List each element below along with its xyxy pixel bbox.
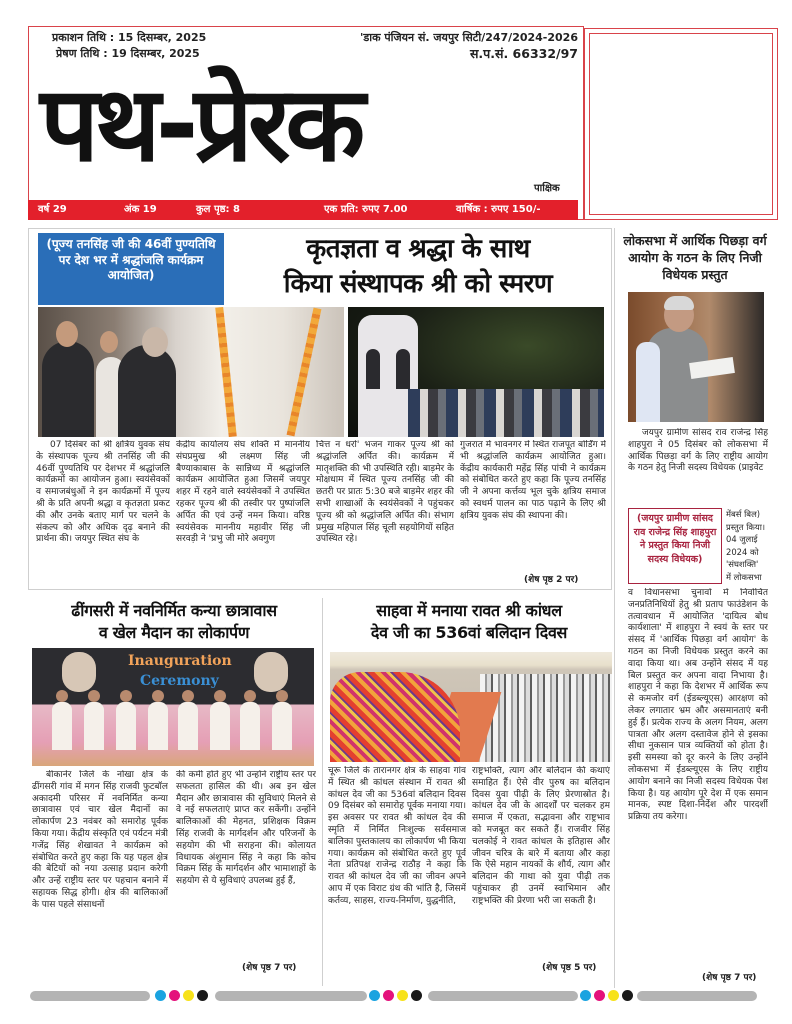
issue-info-strip bbox=[28, 200, 578, 220]
registration-info bbox=[360, 30, 578, 62]
photo-guest bbox=[210, 702, 230, 750]
cyan-dot bbox=[580, 990, 591, 1001]
lead-story-column-2 bbox=[176, 440, 310, 586]
photo-portrait bbox=[62, 652, 96, 692]
address-label-inner-border bbox=[589, 33, 773, 215]
sahwa-story-headline bbox=[326, 600, 612, 644]
magenta-dot bbox=[383, 990, 394, 1001]
photo-mp-hair bbox=[664, 296, 694, 310]
photo-guest bbox=[116, 702, 136, 750]
registration-bar bbox=[428, 991, 578, 1001]
sahwa-story-column-1 bbox=[328, 766, 466, 972]
magenta-dot bbox=[594, 990, 605, 1001]
lead-headline-line-2: किया संस्थापक श्री को स्मरण bbox=[283, 269, 553, 299]
lead-story-column-3 bbox=[316, 440, 454, 586]
cyan-dot bbox=[155, 990, 166, 1001]
pages-label: कुल पृष्ठ: 8 bbox=[196, 204, 240, 215]
registration-bar bbox=[30, 991, 150, 1001]
photo-figure bbox=[118, 345, 176, 437]
wrap-line: 04 जुलाई bbox=[726, 534, 758, 545]
hostel-story-headline bbox=[28, 600, 320, 644]
bottom-column-divider bbox=[322, 598, 323, 986]
dispatch-date: प्रेषण तिथि : 19 दिसम्बर, 2025 bbox=[56, 47, 200, 60]
wrap-line: प्रस्तुत किया। bbox=[726, 521, 766, 532]
sahwa-column-2-text: राष्ट्रभक्ति, त्याग और बलिदान की कथाएं समाहित हैं। ऐसे वीर पुरुष का बलिदान दिवस युवा पीढ़ी के लिए प्रेरणास्रोत है। कांधल देव जी के आदर्शों पर चलकर हम समाज में एकता, सद्भावना और राष्ट्रभाव को मजबूत कर सकते हैं। राजवीर सिंह चलकोई ने रावत कांधल के इतिहास और जीवन चरित्र के बारे में बताया और कहा कि ऐसे महान नायकों के शौर्य, त्याग और बलिदान की गाथा को युवा पीढ़ी तक पहुंचाकर ही उनमें स्वाभिमान और राष्ट्रभक्ति की प्रेरणा भरी जा सकती है। bbox=[472, 766, 610, 906]
rni-number: स.प.सं. 66332/97 bbox=[469, 46, 578, 61]
yellow-dot bbox=[397, 990, 408, 1001]
wrap-line: 2024 को bbox=[726, 546, 759, 557]
print-registration-marks bbox=[0, 990, 792, 1004]
photo-banner-inauguration: Inauguration bbox=[128, 653, 232, 669]
photo-tribute-jaipur bbox=[38, 307, 344, 437]
lead-column-4-text: गुजरात में भावनगर में स्थित राजपूत बोर्डिंग में भी श्रद्धांजलि कार्यक्रम आयोजित हुआ। केंद्रीय कार्यकारी महेंद्र सिंह पांची ने कार्यक्रम को संबोधित करते हुए कहा कि पूज्य तनसिंह जी ने अपना कर्त्तव्य भूल चुके क्षत्रिय समाज को स्वधर्म पालन का पाठ पढ़ाने के लिए श्री क्षत्रिय युवक संघ की स्थापना की। bbox=[460, 440, 606, 521]
periodicity-label: पाक्षिक bbox=[534, 183, 560, 194]
lead-story-headline bbox=[228, 232, 608, 302]
lead-story-column-4 bbox=[460, 440, 606, 572]
magenta-dot bbox=[169, 990, 180, 1001]
photo-crowd-women bbox=[330, 672, 460, 762]
sahwa-story-column-2 bbox=[472, 766, 610, 960]
lead-column-3-text: चित्त न धरो' भजन गाकर पूज्य श्री को श्रद्धांजलि अर्पित की। कार्यक्रम में मातृशक्ति की भी उपस्थिति रही। बाड़मेर के मोक्षधाम में स्थित पूज्य तनसिंह जी की छतरी पर प्रातः 5:30 बजे बाड़मेर शहर की सभी शाखाओं के स्वयंसेवकों ने पहुंचकर पूज्य श्री को श्रद्धांजलि अर्पित की। संभाग प्रमुख महिपाल सिंह चूली सहयोगियों सहित उपस्थित रहे। bbox=[316, 440, 454, 545]
photo-figure-head bbox=[142, 327, 168, 357]
lead-story-deck: (पूज्य तनसिंह जी की 46वीं पुण्यतिथि पर देश भर में श्रद्धांजलि कार्यक्रम आयोजित) bbox=[38, 233, 224, 305]
photo-inauguration bbox=[32, 648, 314, 766]
photo-mp-shirt bbox=[636, 342, 660, 422]
publication-dates bbox=[52, 30, 206, 62]
registration-bar bbox=[215, 991, 367, 1001]
right-column-divider bbox=[614, 228, 615, 988]
hostel-story-column-1 bbox=[32, 770, 168, 972]
registration-bar bbox=[637, 991, 757, 1001]
wrap-line: मेंबर्स बिल) bbox=[726, 509, 761, 519]
photo-guest bbox=[272, 702, 292, 750]
right-story-pullquote: (जयपुर ग्रामीण सांसद राव राजेन्द्र सिंह शाहपुरा ने प्रस्तुत किया निजी सदस्य विधेयक) bbox=[628, 508, 722, 584]
photo-guest bbox=[52, 702, 72, 750]
black-dot bbox=[411, 990, 422, 1001]
sahwa-headline-line-1: साहवा में मनाया रावत श्री कांधल bbox=[376, 601, 562, 620]
lead-column-2-text: केंद्रीय कार्यालय संघ शक्ति में माननीय संघप्रमुख श्री लक्ष्मण सिंह जी बैण्याकाबास के सान्निध्य में श्रद्धांजलि कार्यक्रम आयोजित हुआ जिसमें जयपुर शहर में रहने वाले स्वयंसेवकों ने उपस्थित रहकर पूज्य श्री की तस्वीर पर पुष्पांजलि अर्पित की एवं उन्हें नमन किया। वरिष्ठ स्वयंसेवक माननीय महावीर सिंह जी सरवड़ी ने 'प्रभु जी मोरे अवगुण bbox=[176, 440, 310, 545]
postal-registration: 'डाक पंजियन सं. जयपुर सिटी/247/2024-2026 bbox=[360, 31, 578, 44]
hostel-column-2-text: की कमी होते हुए भी उन्होंने राष्ट्रीय स्तर पर सफलता हासिल की थी। अब इन खेल मैदान और छात्रावास की सुविधाएं मिलने से वे नई सफलताएं प्राप्त कर सकेंगी। उन्होंने बालिकाओं की मेहनत, प्रशिक्षक विक्रम सिंह राजवी के मार्गदर्शन और परिजनों के सहयोग की भी सराहना की। कोलायत विधायक अंशुमान सिंह ने कहा कि कोच विक्रम सिंह के मार्गदर्शन और भामाशाहों के सहयोग से ये सुविधाएं उपलब्ध हुई हैं, bbox=[176, 770, 316, 887]
photo-sahwa-gathering bbox=[330, 652, 612, 762]
black-dot bbox=[622, 990, 633, 1001]
yellow-dot bbox=[183, 990, 194, 1001]
photo-garland bbox=[287, 308, 322, 437]
right-story-intro bbox=[628, 428, 768, 506]
photo-crowd-men bbox=[480, 674, 612, 762]
photo-guest bbox=[178, 702, 198, 750]
photo-figure bbox=[42, 341, 94, 437]
cyan-dot bbox=[369, 990, 380, 1001]
right-story-intro-text: जयपुर ग्रामीण सांसद राव राजेन्द्र सिंह शाहपुरा ने 05 दिसंबर को लोकसभा में आर्थिक पिछड़ा वर्ग के लिए राष्ट्रीय आयोग के गठन हेतु निजी सदस्य विधेयक (प्राइवेट bbox=[628, 428, 768, 474]
lead-headline-line-1: कृतज्ञता व श्रद्धा के साथ bbox=[306, 234, 530, 264]
newspaper-title: पथ-प्रेरक bbox=[40, 63, 361, 185]
right-story-headline: लोकसभा में आर्थिक पिछड़ा वर्ग आयोग के गठन के लिए निजी विधेयक प्रस्तुत bbox=[623, 233, 767, 282]
photo-guest bbox=[240, 702, 260, 750]
photo-mp-lok-sabha bbox=[628, 292, 764, 422]
photo-banner-ceremony: Ceremony bbox=[140, 673, 219, 689]
sahwa-column-1-text: चूरू जिले के तारानगर क्षेत्र के साहवा गांव में स्थित श्री कांधल संस्थान में रावत श्री कांधल देव जी का 536वां बलिदान दिवस 09 दिसंबर को समारोह पूर्वक मनाया गया। इस अवसर पर रावत श्री कांधल देव की स्मृति में निर्मित निःशुल्क सर्वसमाज बालिका पुस्तकालय का लोकार्पण भी किया गया। कार्यक्रम को संबोधित करते हुए पूर्व नेता प्रतिपक्ष राजेन्द्र राठौड़ ने कहा कि रावत श्री कांधल देव जी का जीवन अपने आप में एक विराट ग्रंथ की भांति है, जिसमें कर्तव्य, साहस, राज्य-निर्माण, युद्धनीति, bbox=[328, 766, 466, 906]
black-dot bbox=[197, 990, 208, 1001]
lead-story-continued[interactable]: (शेष पृष्ठ 2 पर) bbox=[524, 575, 579, 585]
address-label-box bbox=[584, 28, 778, 220]
hostel-headline-line-2: व खेल मैदान का लोकार्पण bbox=[98, 623, 250, 642]
hostel-story-continued[interactable]: (शेष पृष्ठ 7 पर) bbox=[242, 963, 297, 973]
wrap-line: 'संघशक्ति' bbox=[726, 559, 759, 570]
hostel-column-1-text: बीकानेर जिले के नोखा क्षेत्र के ढींगसरी गांव में मगन सिंह राजवी फुटबॉल अकादमी परिसर में नवनिर्मित कन्या छात्रावास एवं चार खेल मैदानों का लोकार्पण 23 नवंबर को समारोह पूर्वक किया गया। केंद्रीय संस्कृति एवं पर्यटन मंत्री गजेंद्र सिंह शेखावत ने कार्यक्रम को संबोधित करते हुए कहा कि यह पहल क्षेत्र की बेटियों को नया उत्साह प्रदान करेगी और उन्हें राष्ट्रीय स्तर पर पहचान बनाने में सहायक सिद्ध होगी। क्षेत्र की बालिकाओं के पास पहले संसाधनों bbox=[32, 770, 168, 910]
photo-arch bbox=[366, 349, 380, 389]
yellow-dot bbox=[608, 990, 619, 1001]
right-story-wrap-lines bbox=[726, 508, 770, 584]
right-story-body-text: व विधानसभा चुनावों में निर्वाचित जनप्रतिनिधियों हेतु श्री प्रताप फाउंडेशन के तत्वावधान में आयोजित 'दायित्व बोध कार्यशाला' में शाहपुरा ने स्वयं के स्तर पर संसद में 'आर्थिक पिछड़ा वर्ग आयोग' के गठन का निजी विधेयक प्रस्तुत करने का वादा किया था। अब उन्होंने संसद में यह बिल प्रस्तुत कर अपना वादा निभाया है। शाहपुरा ने कहा कि देशभर में आर्थिक रूप से कमजोर वर्ग (ईडब्ल्यूएस) आरक्षण को लेकर लगातार भ्रम और असमानताएं बनी हुई हैं। प्रत्येक राज्य के अलग नियम, अलग पात्रता और अलग दस्तावेज होने से इसका सीधा नुकसान पात्र व्यक्तियों को होता है। इसी समस्या को दूर करने के लिए उन्होंने लोकसभा में ईडब्ल्यूएस के लिए राष्ट्रीय आयोग बनाने का निजी सदस्य विधेयक पेश किया है। यह आयोग पूरे देश में एक समान मानक, स्पष्ट दिशा-निर्देश और पारदर्शी प्रक्रिया तय करेगा। bbox=[628, 588, 768, 823]
sahwa-headline-line-2: देव जी का 536वां बलिदान दिवस bbox=[370, 623, 568, 642]
hostel-story-column-2 bbox=[176, 770, 316, 960]
single-copy-price: एक प्रति: रुपए 7.00 bbox=[324, 204, 408, 215]
right-story-continued[interactable]: (शेष पृष्ठ 7 पर) bbox=[702, 973, 757, 983]
photo-portrait bbox=[254, 652, 288, 692]
issue-label: अंक 19 bbox=[124, 204, 157, 215]
annual-price: वार्षिक : रुपए 150/- bbox=[456, 204, 541, 215]
lead-story-column-1 bbox=[36, 440, 170, 586]
photo-crowd bbox=[408, 389, 604, 437]
sahwa-story-continued[interactable]: (शेष पृष्ठ 5 पर) bbox=[542, 963, 597, 973]
photo-tribute-barmer bbox=[348, 307, 604, 437]
photo-arch bbox=[396, 349, 410, 389]
wrap-line: में लोकसभा bbox=[726, 571, 762, 582]
year-label: वर्ष 29 bbox=[38, 204, 67, 215]
right-story-body bbox=[628, 588, 768, 964]
publication-date: प्रकाशन तिथि : 15 दिसम्बर, 2025 bbox=[52, 31, 207, 44]
lead-column-1-text: 07 दिसंबर को श्री क्षत्रिय युवक संघ के संस्थापक पूज्य श्री तनसिंह जी की 46वीं पुण्यतिथि पर देशभर में श्रद्धांजलि कार्यक्रमों का आयोजन हुआ। स्वयंसेवकों व समाजबंधुओं ने इन कार्यक्रमों में पूज्य श्री के प्रति अपनी श्रद्धा व कृतज्ञता प्रकट की और उनके बताए मार्ग पर चलने के संकल्प को और अधिक दृढ़ बनाने की प्रार्थना की। जयपुर स्थित संघ के bbox=[36, 440, 170, 545]
photo-guest bbox=[84, 702, 104, 750]
photo-guest bbox=[148, 702, 168, 750]
photo-garland bbox=[215, 307, 237, 437]
hostel-headline-line-1: ढींगसरी में नवनिर्मित कन्या छात्रावास bbox=[71, 601, 277, 620]
photo-figure-head bbox=[56, 321, 78, 347]
photo-figure-head bbox=[100, 331, 118, 353]
